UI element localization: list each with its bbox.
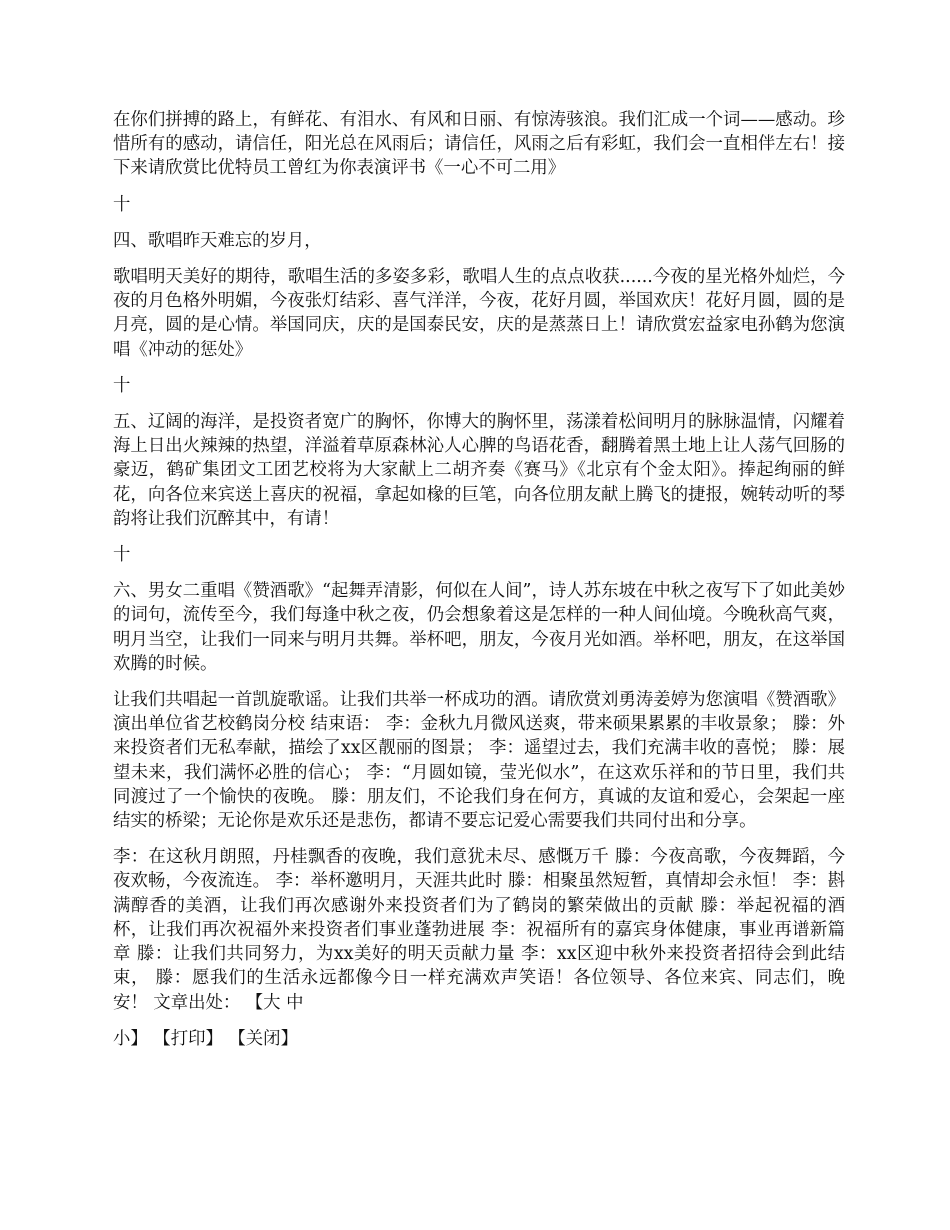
paragraph-separator: 十: [113, 375, 131, 396]
document-body: [113, 108, 845, 1063]
paragraph-closing-remarks: 让我们共唱起一首凯旋歌谣。让我们共举一杯成功的酒。请欣赏刘勇涛姜婷为您演唱《赞酒歌》演出单位省艺校鹤岗分校 结束语： 李：金秋九月微风送爽，带来硕果累累的丰收景象； 滕：外来投资者们无私奉献，描绘了xx区靓丽的图景； 李：遥望过去，我们充满丰收的喜悦； 滕：展望未来，我们满怀必胜的信心； 李：“月圆如镜，莹光似水”，在这欢乐祥和的节日里，我们共同渡过了一个愉快的夜晚。 滕：朋友们，不论我们身在何方，真诚的友谊和爱心，会架起一座结实的桥梁；无论你是欢乐还是悲伤，都请不要忘记爱心需要我们共同付出和分享。: [113, 690, 845, 832]
paragraph-closing-dialogue: 李：在这秋月朗照，丹桂飘香的夜晚，我们意犹未尽、感慨万千 滕：今夜高歌，今夜舞蹈，今夜欢畅，今夜流连。 李：举杯邀明月，天涯共此时 滕：相聚虽然短暂，真情却会永恒！ 李：斟满醇香的美酒，让我们再次感谢外来投资者们为了鹤岗的繁荣做出的贡献 滕：举起祝福的酒杯，让我们再次祝福外来投资者们事业蓬勃进展 李：祝福所有的嘉宾身体健康，事业再谱新篇章 滕：让我们共同努力，为xx美好的明天贡献力量 李：xx区迎中秋外来投资者招待会到此结束， 滕：愿我们的生活永远都像今日一样充满欢声笑语！各位领导、各位来宾、同志们，晚安！ 文章出处： 【大 中: [113, 847, 845, 1013]
paragraph-separator: 十: [113, 194, 131, 215]
paragraph-section-four-heading: 四、歌唱昨天难忘的岁月，: [113, 230, 322, 251]
paragraph-footer-links[interactable]: 小】 【打印】 【关闭】: [113, 1028, 298, 1049]
paragraph-section-four-body: 歌唱明天美好的期待，歌唱生活的多姿多彩，歌唱人生的点点收获......今夜的星光格外灿烂，今夜的月色格外明媚，今夜张灯结彩、喜气洋洋，今夜，花好月圆，举国欢庆！花好月圆，圆的是月亮，圆的是心情。举国同庆，庆的是国泰民安，庆的是蒸蒸日上！请欣赏宏益家电孙鹤为您演唱《冲动的惩处》: [113, 267, 845, 360]
paragraph-intro: 在你们拼搏的路上，有鲜花、有泪水、有风和日丽、有惊涛骇浪。我们汇成一个词——感动。珍惜所有的感动，请信任，阳光总在风雨后；请信任，风雨之后有彩虹，我们会一直相伴左右！接下来请欣赏比优特员工曾红为你表演评书《一心不可二用》: [113, 110, 845, 179]
paragraph-section-five: 五、辽阔的海洋，是投资者宽广的胸怀，你博大的胸怀里，荡漾着松间明月的脉脉温情，闪耀着海上日出火辣辣的热望，洋溢着草原森林沁人心脾的鸟语花香，翻腾着黑土地上让人荡气回肠的豪迈，鹤矿集团文工团艺校将为大家献上二胡齐奏《赛马》《北京有个金太阳》。捧起绚丽的鲜花，向各位来宾送上喜庆的祝福，拿起如椽的巨笔，向各位朋友献上腾飞的捷报，婉转动听的琴韵将让我们沉醉其中，有请！: [113, 412, 845, 529]
paragraph-section-six: 六、男女二重唱《赞酒歌》“起舞弄清影，何似在人间”，诗人苏东坡在中秋之夜写下了如此美妙的词句，流传至今，我们每逢中秋之夜，仍会想象着这是怎样的一种人间仙境。今晚秋高气爽，明月当空，让我们一同来与明月共舞。举杯吧，朋友，今夜月光如酒。举杯吧，朋友，在这举国欢腾的时候。: [113, 581, 845, 674]
paragraph-separator: 十: [113, 545, 131, 566]
